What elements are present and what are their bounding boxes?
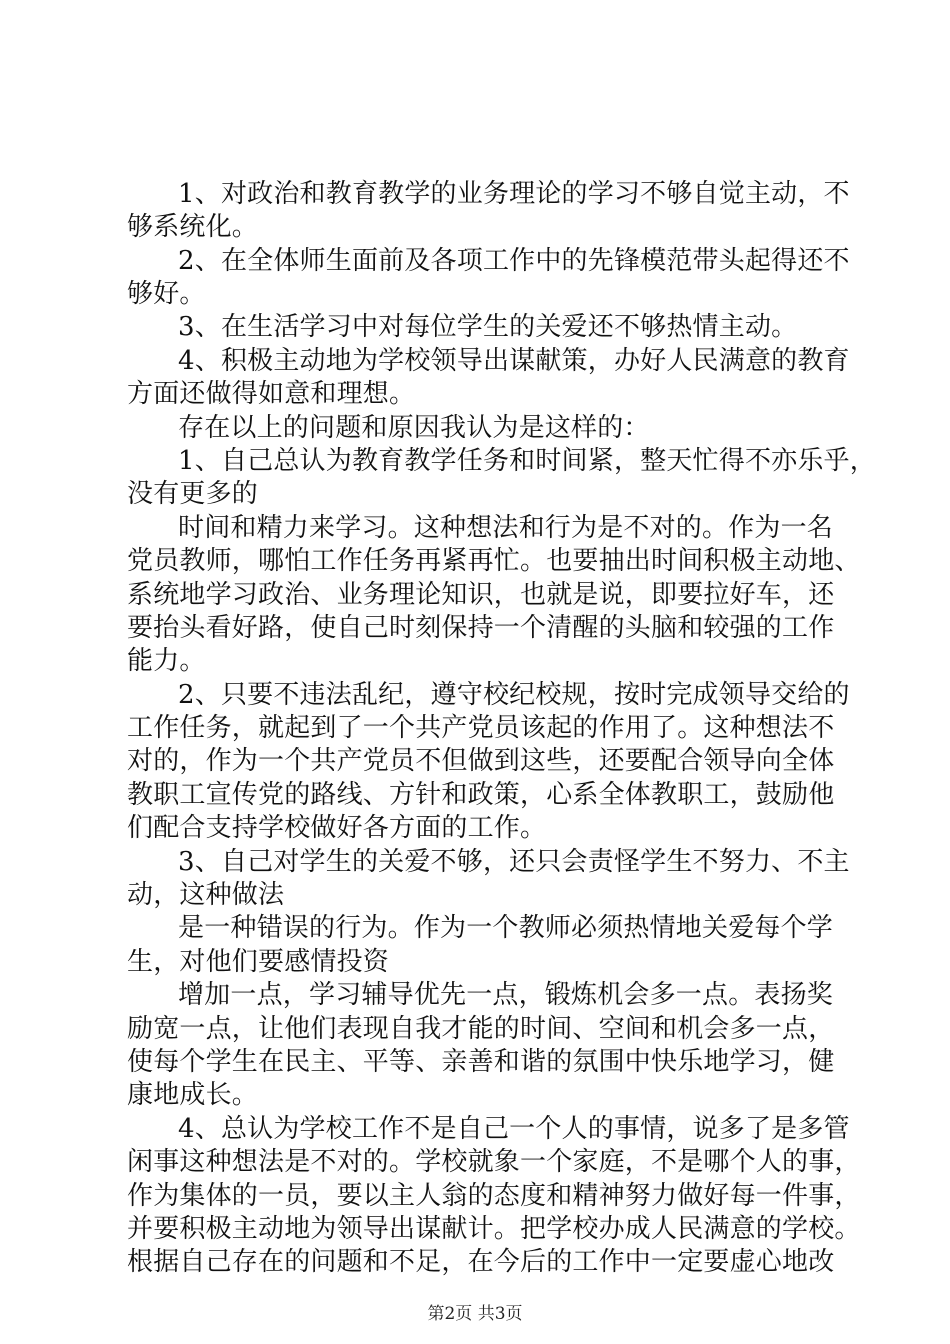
document-page: 1、对政治和教育教学的业务理论的学习不够自觉主动，不 够系统化。 2、在全体师生面前及各项工作中的先锋模范带头起得还不 够好。 3、在生活学习中对每位学生的关爱还不够热情主动。 4、积极主动地为学校领导出谋献策，办好人民满意的教育 方面还做得如意和理想。 存在以上的问题和原因我认为是这样的： 1、自己总认为教育教学任务和时间紧，整天忙得不亦乐乎， 没有更多的 时间和精力来学习。这种想法和行为是不对的。作为一名 党员教师，哪怕工作任务再紧再忙。也要抽出时间积极主动地、 系统地学习政治、业务理论知识，也就是说，即要拉好车，还 要抬头看好路，使自己时刻保持一个清醒的头脑和较强的工作 能力。 2、只要不违法乱纪，遵守校纪校规，按时完成领导交给的 工作任务，就起到了一个共产党员该起的作用了。这种想法不 对的，作为一个共产党员不但做到这些，还要配合领导向全体 教职工宣传党的路线、方针和政策，心系全体教职工，鼓励他 们配合支持学校做好各方面的工作。 3、自己对学生的关爱不够，还只会责怪学生不努力、不主 动，这种做法 是一种错误的行为。作为一个教师必须热情地关爱每个学 生，对他们要感情投资 增加一点，学习辅导优先一点，锻炼机会多一点。表扬奖 励宽一点，让他们表现自我才能的时间、空间和机会多一点， 使每个学生在民主、平等、亲善和谐的氛围中快乐地学习，健 康地成长。 4、总认为学校工作不是自己一个人的事情，说多了是多管 闲事这种想法是不对的。学校就象一个家庭，不是哪个人的事， 作为集体的一员，要以主人翁的态度和精神努力做好每一件事， 并要积极主动地为领导出谋献计。把学校办成人民满意的学校。 根据自己存在的问题和不足，在今后的工作中一定要虚心地改 第2页 共3页 [0,0,950,1344]
page-number-footer: 第2页 共3页 [427,1304,523,1324]
